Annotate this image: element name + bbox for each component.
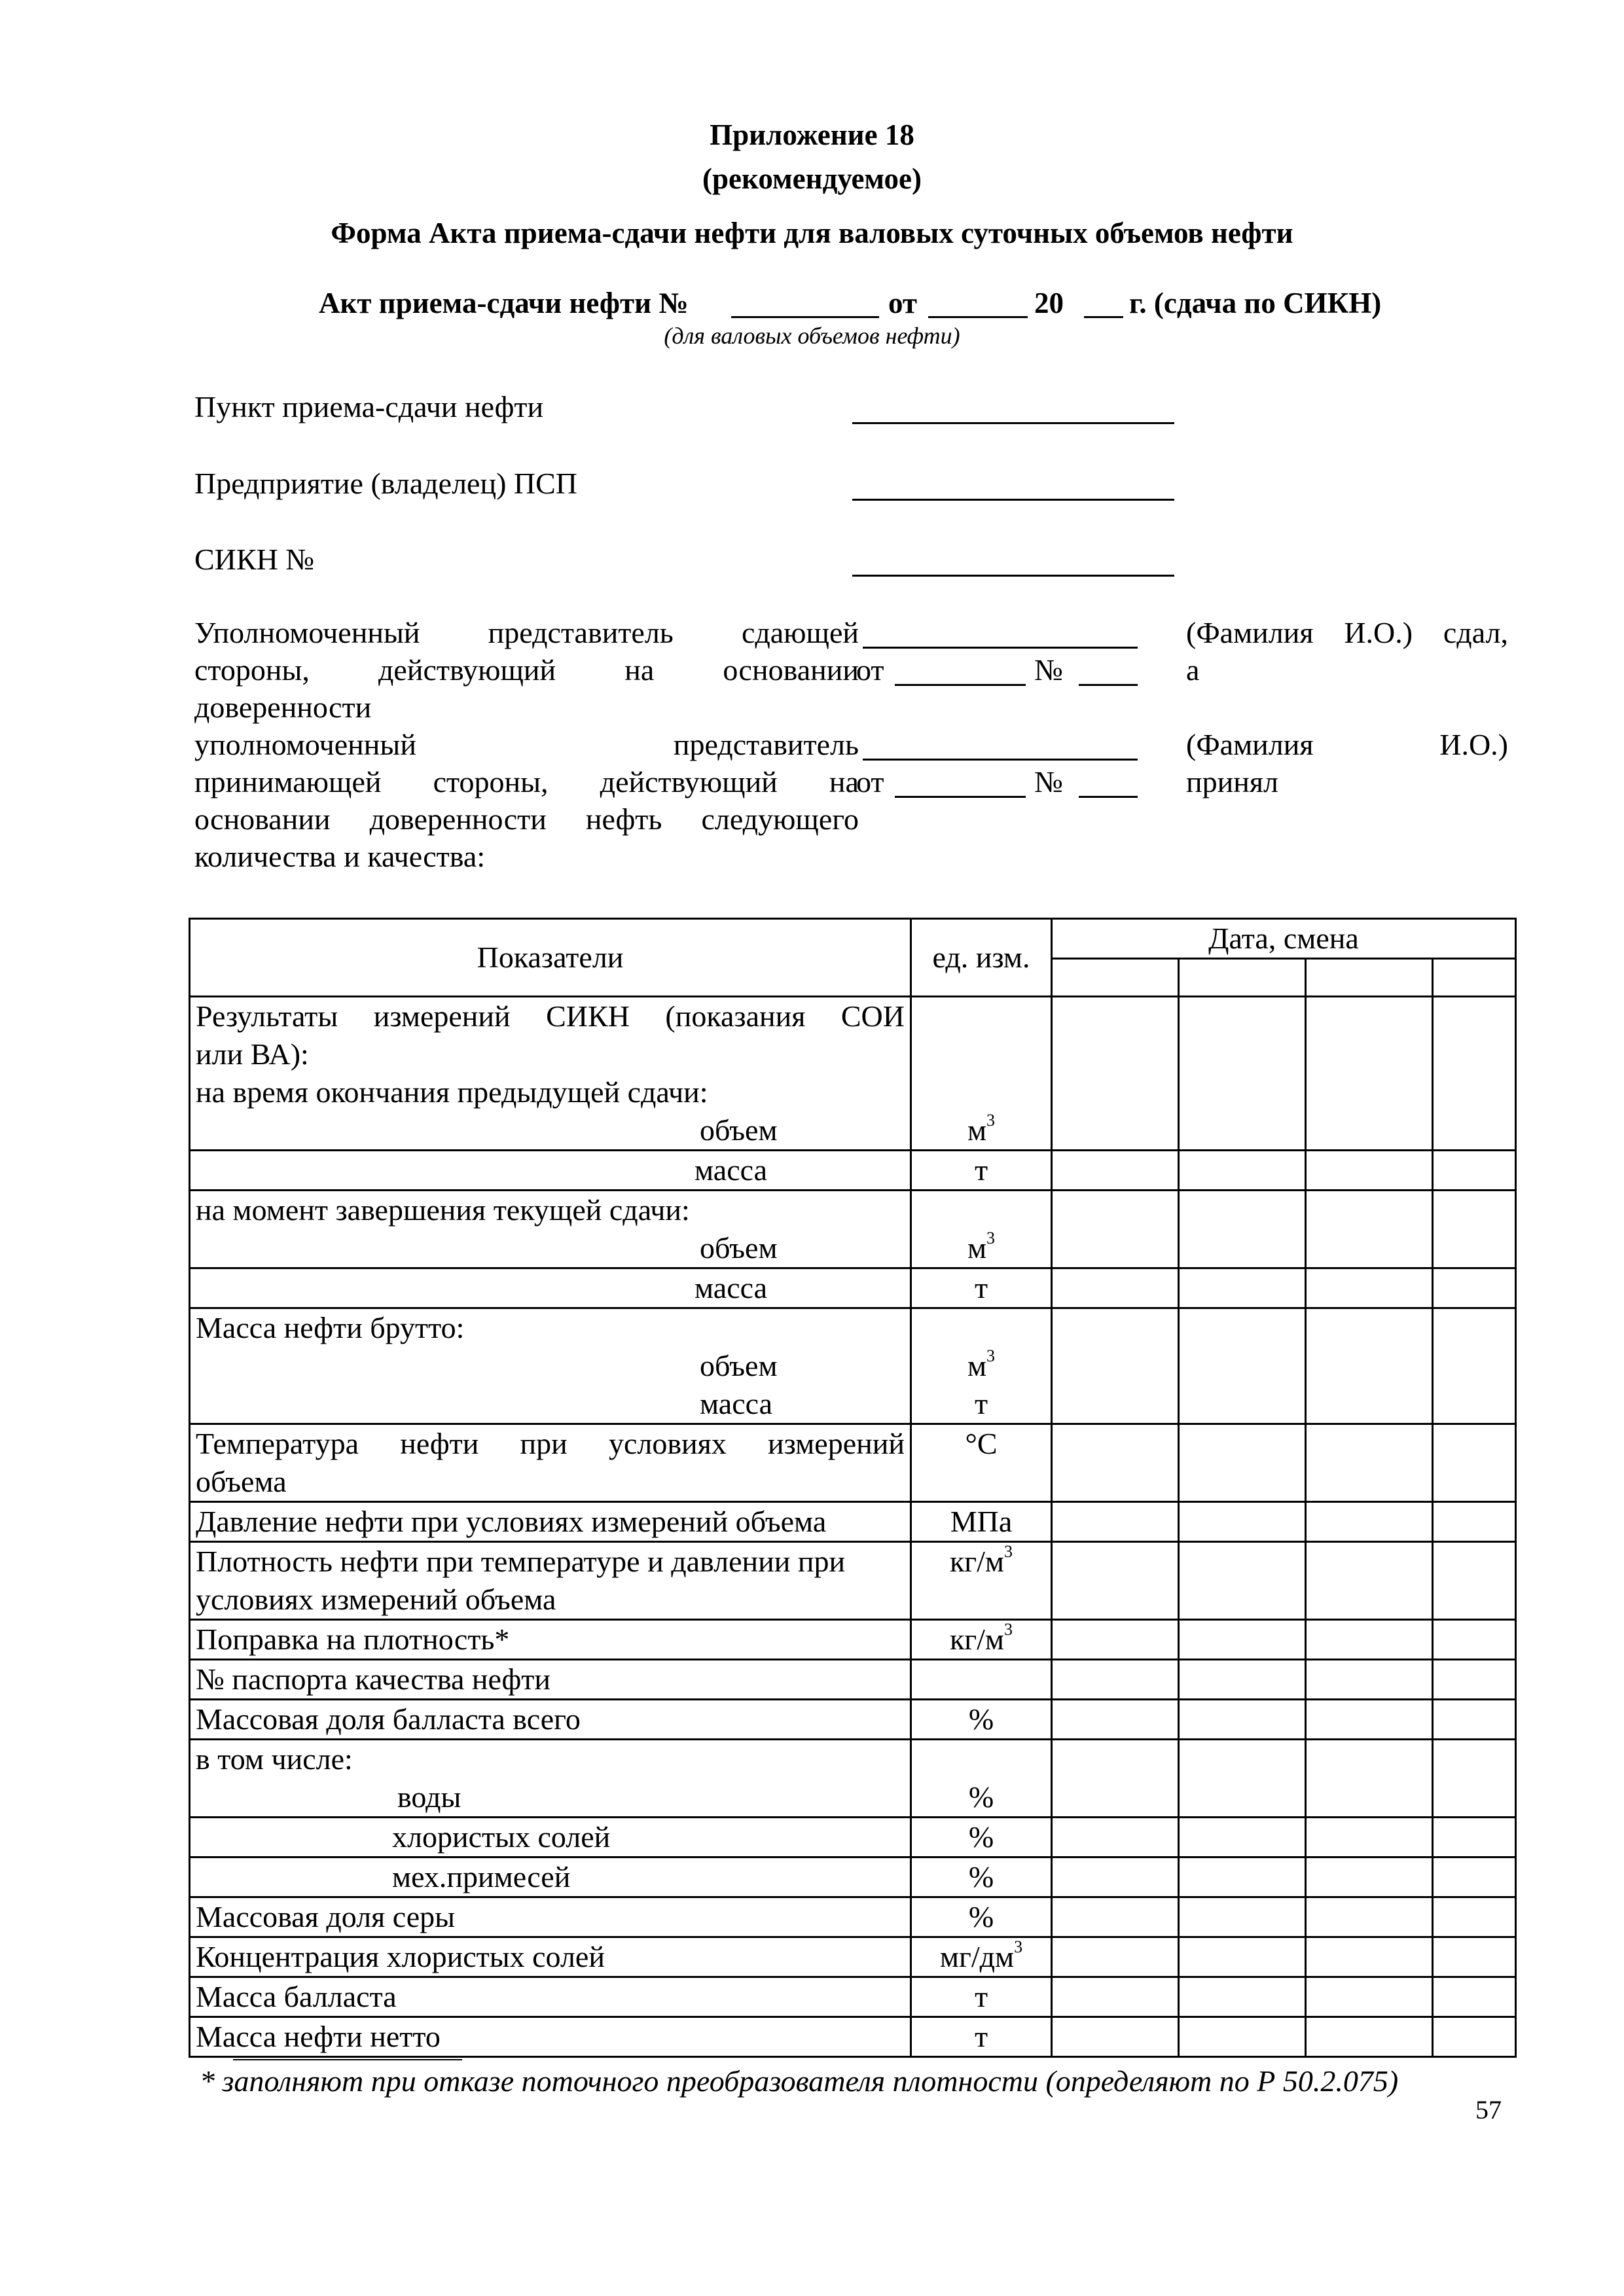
table-row-ballast-total: Массовая доля балласта всего [190, 1700, 911, 1740]
unit-kg-m3: $кг/м^3$ [911, 1542, 1052, 1620]
unit-m3: $м^3$ [911, 1191, 1052, 1268]
unit-percent: % [911, 1897, 1052, 1937]
value-cell[interactable] [1433, 1937, 1516, 1977]
act-title-part-2: от [888, 287, 918, 319]
table-row-passport: № паспорта качества нефти [190, 1660, 911, 1700]
date-cell-1[interactable] [1052, 959, 1179, 997]
page-number: 57 [1475, 2095, 1502, 2125]
date-cell-3[interactable] [1306, 959, 1433, 997]
value-cell[interactable] [1306, 1191, 1433, 1268]
value-cell[interactable] [1052, 1937, 1179, 1977]
oil-acceptance-table [189, 918, 1517, 2058]
act-title-part-3: 20 [1034, 287, 1064, 319]
para-line-3: доверенности [194, 691, 372, 724]
receiver-signature-note: (Фамилия И.О.) [1186, 728, 1508, 761]
value-cell[interactable] [1179, 1740, 1306, 1818]
unit-kg-m3: $кг/м^3$ [911, 1620, 1052, 1660]
unit-mpa: МПа [911, 1502, 1052, 1542]
value-cell[interactable] [1433, 1660, 1516, 1700]
value-cell[interactable] [1306, 1857, 1433, 1897]
table-row-temperature: Температура нефти при условиях измерений объема [190, 1424, 911, 1502]
value-cell[interactable] [1433, 997, 1516, 1151]
value-cell[interactable] [1306, 1620, 1433, 1660]
value-cell[interactable] [1306, 1700, 1433, 1740]
value-cell[interactable] [1179, 1700, 1306, 1740]
date-cell-2[interactable] [1179, 959, 1306, 997]
value-cell[interactable] [1306, 1542, 1433, 1620]
para-line-7: количества и качества: [194, 840, 486, 873]
value-cell[interactable] [1179, 1151, 1306, 1191]
table-row-density-correction: Поправка на плотность* [190, 1620, 911, 1660]
sikn-field[interactable] [852, 575, 1174, 577]
value-cell[interactable] [1306, 1424, 1433, 1502]
value-cell[interactable] [1433, 1502, 1516, 1542]
table-row-current-mass: масса [190, 1268, 911, 1308]
para-line-5: принимающей стороны, действующий на [194, 765, 859, 798]
footnote: * заполняют при отказе поточного преобразователя плотности (определяют по Р 50.2.075) [200, 2064, 1399, 2098]
unit-t: т [911, 1977, 1052, 2017]
deliverer-signature-note: (Фамилия И.О.) сдал, [1186, 616, 1508, 649]
act-year-blank[interactable] [1084, 316, 1123, 318]
para-line-1: Уполномоченный представитель сдающей [194, 616, 859, 649]
value-cell[interactable] [1179, 1620, 1306, 1660]
point-field[interactable] [852, 422, 1174, 424]
unit-percent: % [911, 1857, 1052, 1897]
point-label: Пункт приема-сдачи нефти [194, 390, 544, 423]
value-cell[interactable] [1433, 1308, 1516, 1424]
value-cell[interactable] [1433, 1740, 1516, 1818]
form-title: Форма Акта приема-сдачи нефти для валовых суточных объемов нефти [331, 217, 1293, 249]
unit-t: т [911, 1268, 1052, 1308]
value-cell[interactable] [1306, 1740, 1433, 1818]
value-cell[interactable] [1179, 1308, 1306, 1424]
value-cell[interactable] [1433, 1700, 1516, 1740]
value-cell[interactable] [1433, 1977, 1516, 2017]
table-row-current: на момент завершения текущей сдачи: объем [190, 1191, 911, 1268]
receiver-from-label: от [856, 765, 884, 798]
value-cell[interactable] [1179, 1268, 1306, 1308]
value-cell[interactable] [1052, 1977, 1179, 2017]
table-row-chloride-concentration: Концентрация хлористых солей [190, 1937, 911, 1977]
table-row-gross: Масса нефти брутто: объем масса [190, 1308, 911, 1424]
header-date-shift: Дата, смена [1052, 919, 1516, 959]
value-cell[interactable] [1306, 1308, 1433, 1424]
value-cell[interactable] [1179, 1897, 1306, 1937]
para-line-4: уполномоченный представитель [194, 728, 859, 761]
value-cell[interactable] [1433, 1857, 1516, 1897]
deliverer-name-field[interactable] [863, 647, 1138, 649]
table-row-pressure: Давление нефти при условиях измерений объема [190, 1502, 911, 1542]
value-cell[interactable] [1306, 997, 1433, 1151]
receiver-poa-date-field[interactable] [895, 796, 1026, 798]
unit-empty [911, 1660, 1052, 1700]
unit-percent: % [911, 1740, 1052, 1818]
para-line-2: стороны, действующий на основании [194, 653, 859, 687]
appendix-number: Приложение 18 [710, 118, 914, 151]
sikn-label: СИКН № [194, 543, 315, 576]
value-cell[interactable] [1306, 1937, 1433, 1977]
value-cell[interactable] [1052, 1620, 1179, 1660]
value-cell[interactable] [1052, 1308, 1179, 1424]
value-cell[interactable] [1433, 1424, 1516, 1502]
value-cell[interactable] [1433, 1542, 1516, 1620]
value-cell[interactable] [1306, 1268, 1433, 1308]
value-cell[interactable] [1052, 1424, 1179, 1502]
unit-celsius: °С [911, 1424, 1052, 1502]
table-row-prev-mass: масса [190, 1151, 911, 1191]
value-cell[interactable] [1179, 1937, 1306, 1977]
value-cell[interactable] [1179, 1424, 1306, 1502]
value-cell[interactable] [1052, 1542, 1179, 1620]
value-cell[interactable] [1052, 1151, 1179, 1191]
value-cell[interactable] [1179, 1818, 1306, 1857]
date-cell-4[interactable] [1433, 959, 1516, 997]
header-unit: ед. изм. [911, 919, 1052, 997]
value-cell[interactable] [1052, 1700, 1179, 1740]
act-date-blank[interactable] [928, 316, 1028, 318]
value-cell[interactable] [1052, 1857, 1179, 1897]
value-cell[interactable] [1052, 1897, 1179, 1937]
receiver-name-field[interactable] [863, 759, 1138, 761]
deliverer-poa-date-field[interactable] [895, 684, 1026, 686]
value-cell[interactable] [1433, 2017, 1516, 2057]
footnote-divider [233, 2059, 462, 2060]
table-row-chloride-salts: хлористых солей [190, 1818, 911, 1857]
value-cell[interactable] [1179, 1660, 1306, 1700]
value-cell[interactable] [1052, 1818, 1179, 1857]
value-cell[interactable] [1433, 1268, 1516, 1308]
table-row-sulfur: Массовая доля серы [190, 1897, 911, 1937]
value-cell[interactable] [1052, 1740, 1179, 1818]
deliverer-signature-note-2: а [1186, 653, 1200, 687]
value-cell[interactable] [1433, 1151, 1516, 1191]
deliverer-poa-number-field[interactable] [1079, 684, 1138, 686]
value-cell[interactable] [1433, 1620, 1516, 1660]
act-title-part-1: Акт приема-сдачи нефти № [319, 287, 689, 319]
value-cell[interactable] [1052, 1268, 1179, 1308]
receiver-no-label: № [1034, 765, 1063, 798]
value-cell[interactable] [1306, 1977, 1433, 2017]
table-row-mech-impurities: мех.примесей [190, 1857, 911, 1897]
unit-percent: % [911, 1700, 1052, 1740]
para-line-6: основании доверенности нефть следующего [194, 802, 859, 836]
deliverer-from-label: от [856, 653, 884, 687]
unit-m3-t: $м^3$ т [911, 1308, 1052, 1424]
value-cell[interactable] [1179, 1857, 1306, 1897]
value-cell[interactable] [1433, 1191, 1516, 1268]
value-cell[interactable] [1306, 1151, 1433, 1191]
deliverer-no-label: № [1034, 653, 1063, 687]
value-cell[interactable] [1052, 997, 1179, 1151]
value-cell[interactable] [1306, 1660, 1433, 1700]
value-cell[interactable] [1052, 1660, 1179, 1700]
value-cell[interactable] [1179, 997, 1306, 1151]
unit-t: т [911, 2017, 1052, 2057]
value-cell[interactable] [1052, 1191, 1179, 1268]
value-cell[interactable] [1306, 1897, 1433, 1937]
table-row-results: Результаты измерений СИКН (показания СОИ или ВА): на время окончания предыдущей сдачи: объем [190, 997, 911, 1151]
act-title-part-4: г. (сдача по СИКН) [1129, 287, 1382, 319]
table-row-water: в том числе: воды [190, 1740, 911, 1818]
unit-t: т [911, 1151, 1052, 1191]
unit-m3: $м^3$ [911, 997, 1052, 1151]
enterprise-field[interactable] [852, 499, 1174, 501]
unit-percent: % [911, 1818, 1052, 1857]
value-cell[interactable] [1433, 1818, 1516, 1857]
unit-mg-dm3: $мг/дм^3$ [911, 1937, 1052, 1977]
receiver-poa-number-field[interactable] [1079, 796, 1138, 798]
appendix-status: (рекомендуемое) [702, 162, 922, 195]
value-cell[interactable] [1052, 2017, 1179, 2057]
table-row-net-mass: Масса нефти нетто [190, 2017, 911, 2057]
value-cell[interactable] [1179, 1502, 1306, 1542]
value-cell[interactable] [1052, 1502, 1179, 1542]
table-row-density: Плотность нефти при температуре и давлении при условиях измерений объема [190, 1542, 911, 1620]
value-cell[interactable] [1306, 2017, 1433, 2057]
value-cell[interactable] [1306, 1818, 1433, 1857]
value-cell[interactable] [1179, 2017, 1306, 2057]
table-row-ballast-mass: Масса балласта [190, 1977, 911, 2017]
value-cell[interactable] [1179, 1542, 1306, 1620]
value-cell[interactable] [1179, 1977, 1306, 2017]
value-cell[interactable] [1179, 1191, 1306, 1268]
act-number-blank[interactable] [731, 316, 879, 318]
value-cell[interactable] [1433, 1897, 1516, 1937]
enterprise-label: Предприятие (владелец) ПСП [194, 467, 578, 500]
receiver-signature-note-2: принял [1186, 765, 1278, 798]
header-indicators: Показатели [190, 919, 911, 997]
act-subtitle: (для валовых объемов нефти) [664, 323, 960, 349]
value-cell[interactable] [1306, 1502, 1433, 1542]
